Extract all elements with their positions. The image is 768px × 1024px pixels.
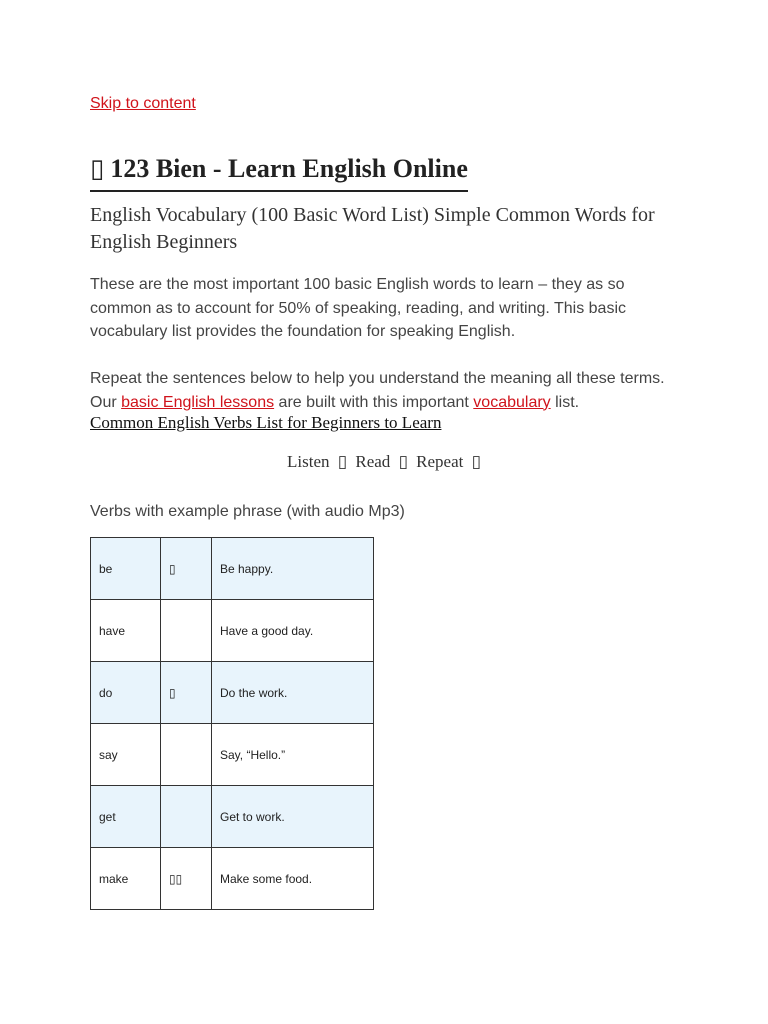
table-row bbox=[91, 848, 374, 910]
verb-cell: get bbox=[91, 786, 161, 848]
site-title-text[interactable]: 123 Bien - Learn English Online bbox=[110, 154, 468, 183]
phrase-cell: Have a good day. bbox=[212, 600, 374, 662]
verbs-table bbox=[90, 537, 374, 910]
book-icon: ▯ bbox=[398, 452, 408, 471]
site-title[interactable] bbox=[90, 154, 468, 192]
audio-play-icon[interactable]: ▯ bbox=[161, 662, 212, 724]
audio-play-icon[interactable] bbox=[161, 786, 212, 848]
repeat-text-middle: are built with this important bbox=[274, 393, 474, 411]
intro-paragraph: These are the most important 100 basic English words to learn – they as so common as to account for 50% of speaking, reading, and writing. This basic vocabulary list provides the foundation for speaking English. bbox=[90, 276, 626, 340]
speech-icon: ▯ bbox=[471, 452, 481, 471]
site-logo-icon: ▯ bbox=[90, 154, 105, 183]
phrase-cell: Do the work. bbox=[212, 662, 374, 724]
skip-to-content-link[interactable]: Skip to content bbox=[90, 95, 196, 112]
repeat-text-after: list. bbox=[550, 393, 580, 411]
headphones-icon: ▯ bbox=[337, 452, 348, 471]
verb-cell: say bbox=[91, 724, 161, 786]
verb-cell: have bbox=[91, 600, 161, 662]
basic-english-lessons-link[interactable]: basic English lessons bbox=[121, 393, 275, 411]
post-title: English Vocabulary (100 Basic Word List) Simple Common Words for English Beginners bbox=[90, 204, 655, 253]
verbs-caption: Verbs with example phrase (with audio Mp3) bbox=[90, 503, 405, 520]
phrase-cell: Be happy. bbox=[212, 538, 374, 600]
table-row bbox=[91, 662, 374, 724]
repeat-text-before: Repeat the sentences below to help you understand the meaning all these terms. Our bbox=[90, 370, 665, 411]
verb-cell: do bbox=[91, 662, 161, 724]
vocabulary-link[interactable]: vocabulary bbox=[473, 393, 551, 411]
verbs-section-heading: Common English Verbs List for Beginners to Learn bbox=[90, 413, 442, 432]
phrase-cell: Say, “Hello.” bbox=[212, 724, 374, 786]
table-row bbox=[91, 600, 374, 662]
table-row bbox=[91, 538, 374, 600]
verb-cell: make bbox=[91, 848, 161, 910]
table-row bbox=[91, 724, 374, 786]
listen-label: Listen bbox=[287, 452, 330, 471]
audio-play-icon[interactable]: ▯ bbox=[161, 538, 212, 600]
read-label: Read bbox=[355, 452, 391, 471]
listen-read-repeat-line bbox=[0, 452, 768, 472]
audio-play-icon[interactable] bbox=[161, 724, 212, 786]
repeat-paragraph bbox=[90, 367, 680, 414]
phrase-cell: Get to work. bbox=[212, 786, 374, 848]
audio-play-icon[interactable]: ▯▯ bbox=[161, 848, 212, 910]
table-row bbox=[91, 786, 374, 848]
repeat-label: Repeat bbox=[416, 452, 464, 471]
audio-play-icon[interactable] bbox=[161, 600, 212, 662]
phrase-cell: Make some food. bbox=[212, 848, 374, 910]
verb-cell: be bbox=[91, 538, 161, 600]
